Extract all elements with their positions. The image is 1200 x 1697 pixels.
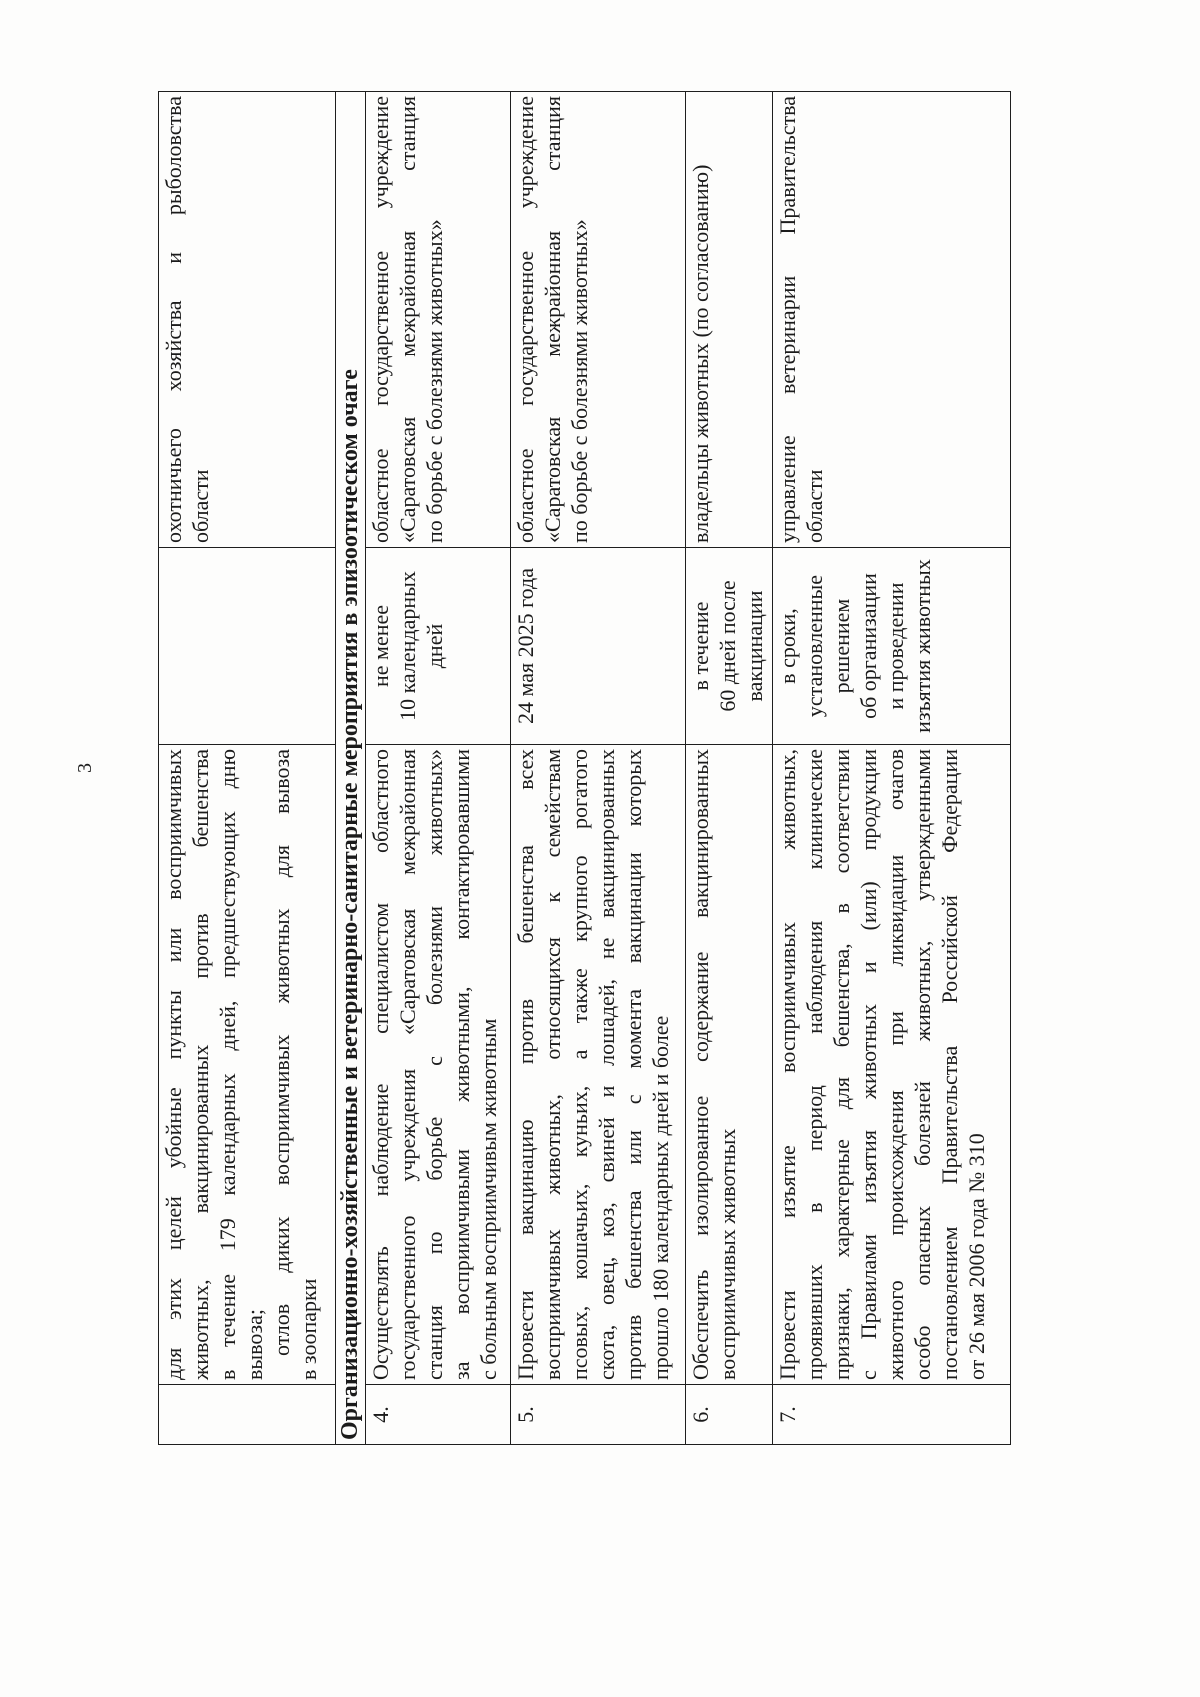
- description-line: псовых, кошачьих, куньих, а также крупного рогатого: [567, 749, 592, 1380]
- deadline-line: решением: [829, 598, 854, 694]
- description-line: животных, вакцинированных против бешенства: [188, 749, 213, 1380]
- description-line: вывоза;: [242, 1309, 267, 1380]
- description-line: за восприимчивыми животными, контактировавшими: [449, 749, 474, 1380]
- deadline-line: в сроки,: [775, 608, 800, 684]
- responsible-line: области: [802, 469, 827, 543]
- description-cell: [511, 745, 686, 1385]
- deadline-line: не менее: [368, 604, 393, 688]
- responsible-line: «Саратовская межрайонная станция: [395, 96, 420, 543]
- deadline-line: вакцинации: [742, 590, 767, 702]
- description-line: с больным восприимчивым животным: [476, 1018, 501, 1380]
- description-line: животного происхождения при ликвидации очагов: [883, 749, 908, 1380]
- responsible-line: областное государственное учреждение: [368, 96, 393, 543]
- responsible-cell: [366, 92, 511, 548]
- description-line: в течение 179 календарных дней, предшествующих дню: [215, 749, 240, 1380]
- number-cell: [159, 1385, 336, 1445]
- deadline-line: в течение: [688, 601, 713, 691]
- responsible-cell: [159, 92, 336, 548]
- deadline-cell: [773, 548, 1011, 745]
- table-frame: [158, 92, 1010, 1445]
- deadline-line: дней: [422, 623, 447, 669]
- description-line: постановлением Правительства Российской Федерации: [937, 749, 962, 1380]
- description-cell: [159, 745, 336, 1385]
- deadline-line: изъятия животных: [910, 559, 935, 733]
- table-row: [686, 92, 773, 1445]
- responsible-line: владельцы животных (по согласованию): [688, 164, 713, 543]
- responsible-cell: [511, 92, 686, 548]
- responsible-line: по борьбе с болезнями животных»: [422, 219, 447, 543]
- description-line: против бешенства или с момента вакцинации которых: [621, 749, 646, 1380]
- deadline-line: 60 дней после: [715, 580, 740, 712]
- description-line: в зоопарки: [296, 1278, 321, 1380]
- deadline-line: и проведении: [883, 582, 908, 710]
- deadline-cell: [511, 548, 686, 745]
- measures-table: [158, 91, 1011, 1445]
- responsible-line: по борьбе с болезнями животных»: [567, 219, 592, 543]
- deadline-cell: [366, 548, 511, 745]
- table-row-continuation: [159, 92, 336, 1445]
- deadline-line: 10 календарных: [395, 571, 420, 721]
- section-header: Организационно-хозяйственные и ветеринарно-санитарные мероприятия в эпизоотическом очаге: [336, 92, 366, 1445]
- description-line: Провести изъятие восприимчивых животных,: [775, 749, 800, 1380]
- deadline-line: 24 мая 2025 года: [513, 568, 538, 724]
- responsible-line: управление ветеринарии Правительства: [775, 96, 800, 543]
- description-cell: [366, 745, 511, 1385]
- description-cell: [686, 745, 773, 1385]
- description-line: от 26 мая 2006 года № 310: [964, 1133, 989, 1380]
- responsible-cell: [686, 92, 773, 548]
- row-number: 6.: [686, 1385, 773, 1445]
- description-line: государственного учреждения «Саратовская межрайонная: [395, 749, 420, 1380]
- deadline-line: установленные: [802, 574, 827, 718]
- description-line: отлов диких восприимчивых животных для вывоза: [269, 749, 294, 1356]
- description-line: станция по борьбе с болезнями животных»: [422, 749, 447, 1380]
- row-number: 4.: [366, 1385, 511, 1445]
- responsible-line: области: [188, 469, 213, 543]
- deadline-cell: [159, 548, 336, 745]
- rotated-table-container: [158, 92, 1010, 1445]
- description-line: признаки, характерные для бешенства, в соответствии: [829, 749, 854, 1380]
- table-row: [773, 92, 1011, 1445]
- row-number: 5.: [511, 1385, 686, 1445]
- description-line: скота, овец, коз, свиней и лошадей, не вакцинированных: [594, 749, 619, 1380]
- description-line: восприимчивых животных: [715, 1128, 740, 1380]
- description-cell: [773, 745, 1011, 1385]
- responsible-line: областное государственное учреждение: [513, 96, 538, 543]
- table-row: [511, 92, 686, 1445]
- description-line: Провести вакцинацию против бешенства всех: [513, 749, 538, 1380]
- description-line: с Правилами изъятия животных и (или) продукции: [856, 749, 881, 1380]
- table-row: [366, 92, 511, 1445]
- description-line: восприимчивых животных, относящихся к семействам: [540, 749, 565, 1380]
- description-line: особо опасных болезней животных, утвержденными: [910, 749, 935, 1380]
- description-line: для этих целей убойные пункты или восприимчивых: [161, 749, 186, 1380]
- responsible-line: «Саратовская межрайонная станция: [540, 96, 565, 543]
- description-line: прошло 180 календарных дней и более: [648, 1015, 673, 1380]
- deadline-line: об организации: [856, 573, 881, 719]
- description-line: проявивших в период наблюдения клинические: [802, 749, 827, 1380]
- page-number: 3: [74, 763, 96, 773]
- row-number: 7.: [773, 1385, 1011, 1445]
- deadline-cell: [686, 548, 773, 745]
- description-line: Обеспечить изолированное содержание вакцинированных: [688, 749, 713, 1380]
- responsible-line: охотничьего хозяйства и рыболовства: [161, 96, 186, 543]
- responsible-cell: [773, 92, 1011, 548]
- description-line: Осуществлять наблюдение специалистом областного: [368, 749, 393, 1380]
- section-header-row: [336, 92, 366, 1445]
